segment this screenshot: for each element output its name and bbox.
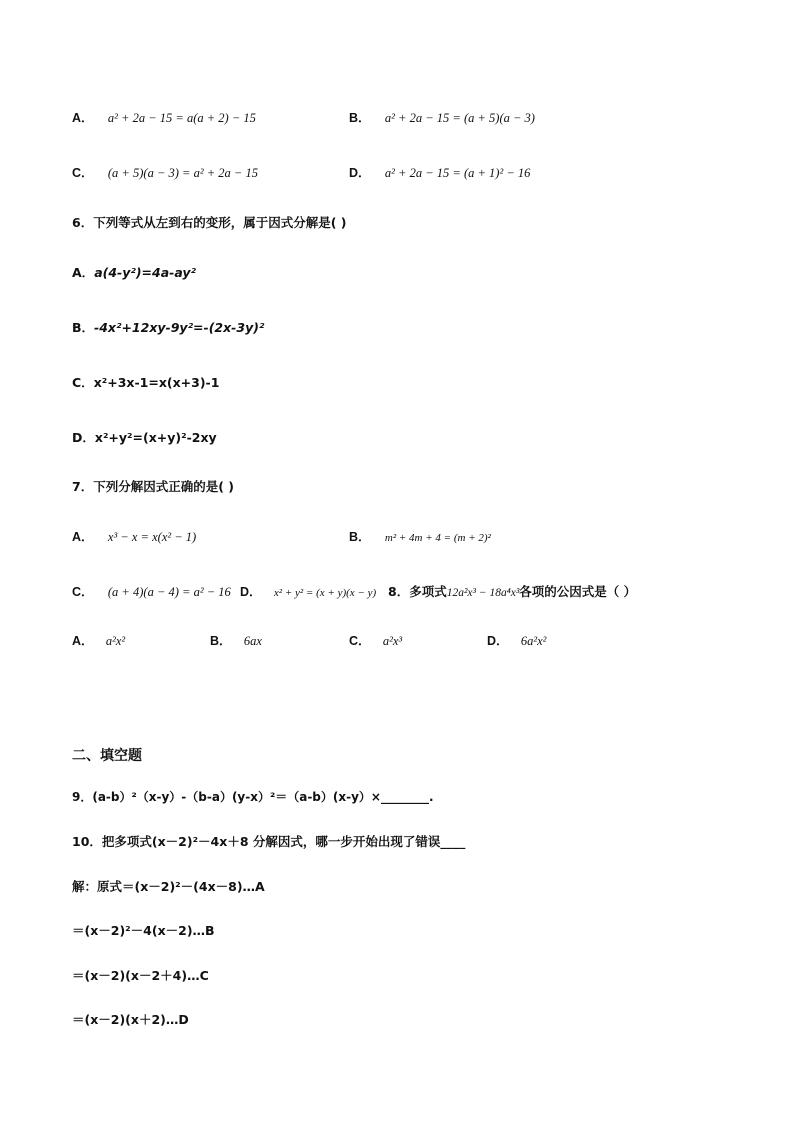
option-expr: (a + 5)(a − 3) = a² + 2a − 15	[107, 166, 258, 180]
option-expr: a² + 2a − 15 = (a + 5)(a − 3)	[384, 111, 535, 125]
q9-text: 9．(a-b）²（x-y）-（b-a）(y-x）²＝（a-b）(x-y）×________.	[72, 790, 434, 804]
option-expr: a(4-y²)=4a-ay²	[94, 265, 197, 280]
q5-option-d	[349, 163, 530, 181]
option-label: D．	[487, 634, 509, 648]
option-expr: x³ − x = x(x² − 1)	[107, 530, 197, 544]
q7-stem: 7．下列分解因式正确的是( )	[72, 479, 234, 494]
option-label: A．	[72, 634, 94, 648]
q7-option-d	[240, 582, 376, 600]
option-expr: a²x²	[105, 634, 126, 648]
option-label: C．	[72, 166, 94, 180]
option-expr: a² + 2a − 15 = (a + 1)² − 16	[384, 166, 531, 180]
option-expr: 6a²x²	[520, 634, 547, 648]
q8-option-b	[210, 631, 262, 649]
option-label: C．	[72, 585, 94, 599]
option-label: C．	[349, 634, 371, 648]
q7-option-a	[72, 527, 196, 545]
option-label: B．	[72, 320, 95, 335]
option-label: D．	[72, 430, 95, 445]
option-label: B．	[349, 530, 371, 544]
q10-step-a: 解：原式＝(x－2)²－(4x－8)…A	[72, 879, 265, 894]
option-label: C．	[72, 375, 94, 390]
q6-stem: 6．下列等式从左到右的变形，属于因式分解是( )	[72, 215, 347, 230]
q8-stem-suffix: 各项的公因式是（ ）	[519, 584, 637, 599]
option-label: B．	[349, 111, 371, 125]
option-expr: a² + 2a − 15 = a(a + 2) − 15	[107, 111, 256, 125]
q6-option-a	[72, 263, 196, 281]
option-expr: -4x²+12xy-9y²=-(2x-3y)²	[94, 320, 265, 335]
q10-step-d: ＝(x－2)(x＋2)…D	[72, 1012, 189, 1027]
q5-option-a	[72, 108, 256, 126]
q6-option-c	[72, 373, 219, 391]
option-expr: x² + y² = (x + y)(x − y)	[273, 587, 377, 599]
q6-option-b	[72, 318, 264, 336]
option-expr: x²+3x-1=x(x+3)-1	[93, 375, 220, 390]
q7-option-c	[72, 582, 231, 600]
option-expr: m² + 4m + 4 = (m + 2)²	[384, 532, 491, 544]
option-label: D．	[349, 166, 371, 180]
q8-option-c	[349, 631, 402, 649]
q5-option-c	[72, 163, 258, 181]
q10-stem: 10．把多项式(x－2)²－4x＋8 分解因式，哪一步开始出现了错误____	[72, 834, 466, 849]
option-label: D．	[240, 585, 262, 599]
option-expr: (a + 4)(a − 4) = a² − 16	[107, 585, 231, 599]
option-label: A．	[72, 265, 95, 280]
option-expr: x²+y²=(x+y)²-2xy	[94, 430, 217, 445]
option-label: A．	[72, 530, 94, 544]
q8-option-a	[72, 631, 125, 649]
q7-option-b	[349, 527, 491, 545]
section-title: 二、填空题	[72, 748, 142, 764]
option-label: B．	[210, 634, 232, 648]
q10-step-b: ＝(x－2)²－4(x－2)…B	[72, 923, 215, 938]
q6-option-d	[72, 428, 217, 446]
q8-stem-prefix: 8．多项式	[388, 584, 447, 599]
q5-option-b	[349, 108, 535, 126]
option-expr: a²x³	[382, 634, 403, 648]
q8-polynomial: 12a²x³ − 18a⁴x³	[446, 587, 520, 599]
q8-stem	[388, 582, 636, 600]
option-expr: 6ax	[243, 634, 262, 648]
option-label: A．	[72, 111, 94, 125]
q8-option-d	[487, 631, 546, 649]
q10-step-c: ＝(x－2)(x－2＋4)…C	[72, 968, 209, 983]
